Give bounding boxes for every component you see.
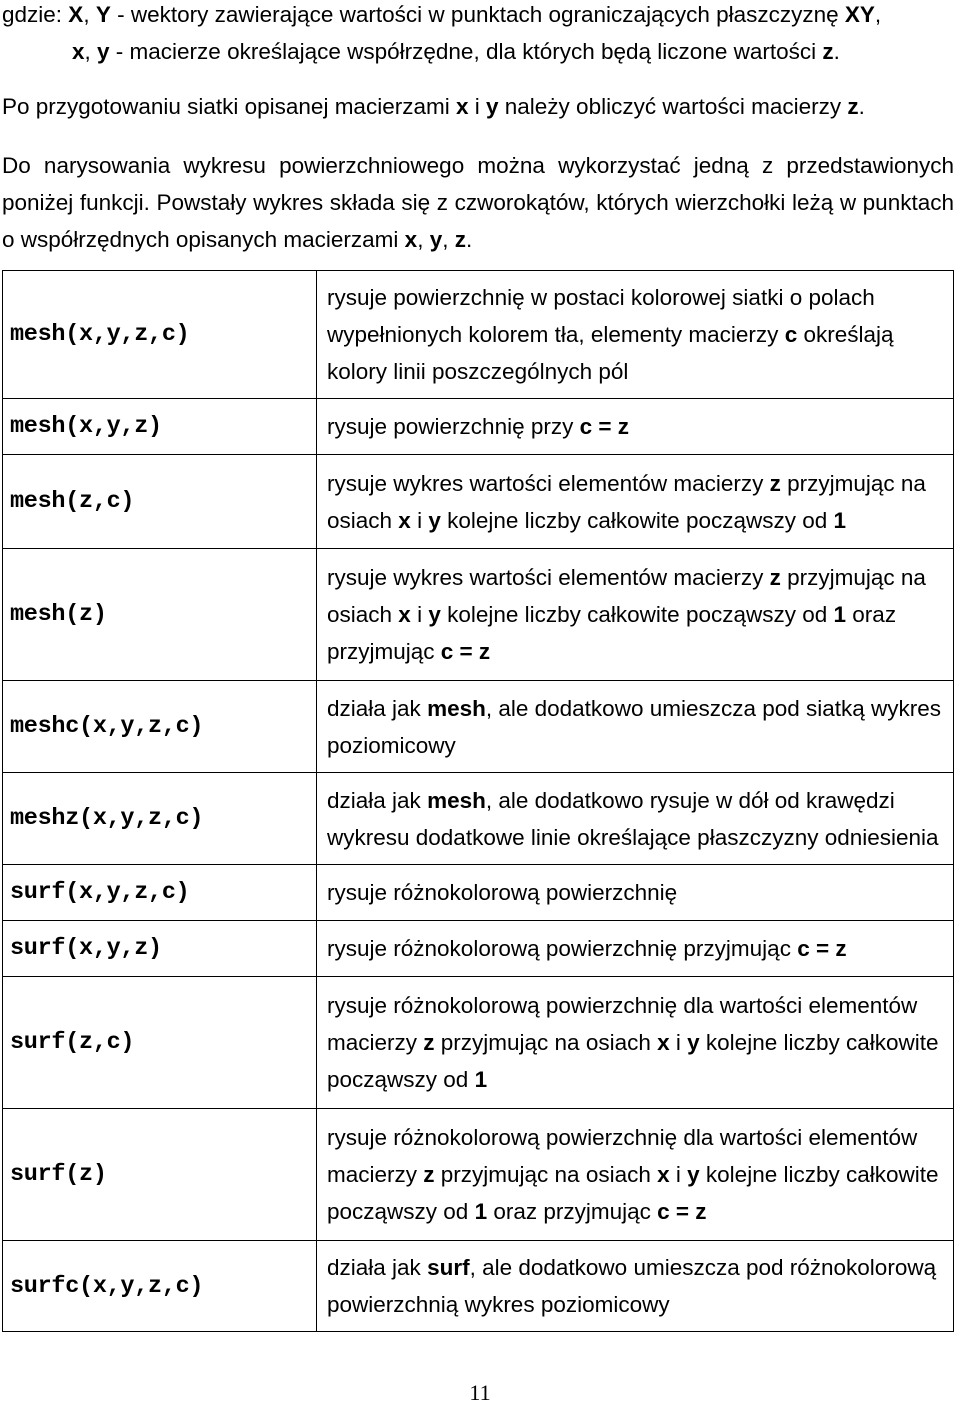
- function-row: [3, 865, 954, 921]
- text-run: y: [486, 94, 499, 119]
- text-run: ,: [442, 227, 455, 252]
- function-signature: surf(z,c): [3, 977, 317, 1109]
- description-run: , ale dodatkowo umieszcza pod siatką wykres poziomicowy: [327, 695, 942, 758]
- function-signature: mesh(z,c): [3, 455, 317, 549]
- description-run: mesh: [427, 787, 486, 813]
- function-signature: meshz(x,y,z,c): [3, 773, 317, 865]
- function-signature: surf(z): [3, 1109, 317, 1241]
- paragraph-grid: [2, 88, 954, 125]
- function-signature: surfc(x,y,z,c): [3, 1241, 317, 1332]
- description-run: x: [657, 1162, 670, 1187]
- description-run: działa jak: [327, 1255, 428, 1280]
- definition-line-xyz: [2, 33, 954, 70]
- description-run: kolejne liczby całkowite począwszy od: [440, 507, 834, 533]
- description-run: przyjmując na osiach: [327, 470, 926, 533]
- description-run: x: [657, 1030, 670, 1055]
- description-run: x: [398, 602, 411, 627]
- definition-line-xy: [2, 0, 954, 33]
- text-run: ,: [417, 227, 430, 252]
- description-run: kolejne liczby całkowite począwszy od: [327, 1030, 939, 1092]
- function-description: [317, 455, 954, 549]
- text-run: .: [858, 94, 865, 119]
- function-row: [3, 773, 954, 865]
- text-run: Y: [95, 2, 111, 27]
- description-run: y: [428, 602, 441, 627]
- function-description: [317, 773, 954, 865]
- text-run: x: [72, 39, 85, 64]
- text-run: i: [468, 94, 486, 119]
- description-run: oraz przyjmując: [327, 602, 897, 664]
- description-run: , ale dodatkowo rysuje w dół od krawędzi wykresu dodatkowe linie określające płaszczyzny odniesienia: [327, 787, 939, 850]
- function-description: [317, 1241, 954, 1332]
- function-signature: meshc(x,y,z,c): [3, 681, 317, 773]
- description-run: z: [423, 1030, 435, 1055]
- description-run: rysuje wykres wartości elementów macierzy: [327, 470, 770, 496]
- description-run: rysuje różnokolorową powierzchnię przyjmując: [327, 936, 798, 961]
- description-run: rysuje wykres wartości elementów macierzy: [327, 565, 770, 590]
- function-description: [317, 549, 954, 681]
- text-run: Po przygotowaniu siatki opisanej macierzami: [2, 94, 456, 119]
- intro-definitions: [2, 0, 954, 70]
- function-signature: mesh(z): [3, 549, 317, 681]
- text-run: Do narysowania wykresu powierzchniowego można wykorzystać jedną z przedstawionych poniżej funkcji. Powstały wykres składa się z czworokątów, których wierzchołki leżą w punktach o współrzędnych opisanych macierzami: [2, 153, 954, 252]
- function-signature: surf(x,y,z,c): [3, 865, 317, 921]
- description-run: i: [410, 602, 429, 627]
- description-run: działa jak: [327, 695, 428, 721]
- function-row: [3, 1109, 954, 1241]
- function-description: [317, 1109, 954, 1241]
- function-signature: mesh(x,y,z,c): [3, 271, 317, 399]
- description-run: , ale dodatkowo umieszcza pod różnokolorową powierzchnią wykres poziomicowy: [327, 1255, 937, 1317]
- text-run: z: [822, 39, 834, 64]
- description-run: rysuje różnokolorową powierzchnię: [327, 880, 678, 905]
- text-run: ,: [83, 2, 96, 27]
- function-description: [317, 977, 954, 1109]
- description-run: działa jak: [327, 787, 428, 813]
- description-run: kolejne liczby całkowite począwszy od: [440, 602, 834, 627]
- description-run: rysuje powierzchnię przy: [327, 414, 580, 439]
- description-run: z: [769, 470, 781, 496]
- paragraph-surface-plot: [2, 147, 954, 258]
- text-run: ,: [874, 2, 882, 27]
- text-run: - macierze określające współrzędne, dla których będą liczone wartości: [109, 39, 823, 64]
- text-run: .: [833, 39, 840, 64]
- function-description: [317, 399, 954, 455]
- description-run: z: [769, 565, 781, 590]
- function-row: [3, 977, 954, 1109]
- text-run: - wektory zawierające wartości w punktach ograniczających płaszczyznę: [110, 2, 845, 27]
- description-run: c = z: [797, 936, 847, 961]
- function-row: [3, 1241, 954, 1332]
- text-run: X: [68, 2, 84, 27]
- function-signature: surf(x,y,z): [3, 921, 317, 977]
- text-run: z: [454, 227, 466, 252]
- description-run: c = z: [440, 639, 491, 664]
- description-run: i: [410, 507, 429, 533]
- description-run: 1: [474, 1067, 488, 1092]
- description-run: surf: [427, 1255, 470, 1280]
- description-run: i: [669, 1030, 688, 1055]
- function-description: [317, 271, 954, 399]
- function-signature: mesh(x,y,z): [3, 399, 317, 455]
- text-run: XY: [844, 2, 875, 27]
- text-run: x: [455, 94, 469, 119]
- text-run: z: [847, 94, 859, 119]
- text-run: y: [429, 227, 443, 252]
- page-number: 11: [469, 1380, 491, 1405]
- text-run: x: [404, 227, 418, 252]
- function-row: [3, 399, 954, 455]
- function-row: [3, 921, 954, 977]
- description-run: 1: [833, 507, 847, 533]
- description-run: rysuje różnokolorową powierzchnię dla wartości elementów macierzy: [327, 1125, 918, 1187]
- function-row: [3, 681, 954, 773]
- function-description: [317, 681, 954, 773]
- description-run: z: [423, 1162, 435, 1187]
- description-run: rysuje różnokolorową powierzchnię dla wartości elementów macierzy: [327, 993, 918, 1055]
- function-row: [3, 549, 954, 681]
- description-run: 1: [833, 602, 847, 627]
- description-run: i: [669, 1162, 688, 1187]
- function-description: [317, 865, 954, 921]
- description-run: 1: [474, 1199, 488, 1224]
- description-run: określają kolory linii poszczególnych pól: [327, 322, 894, 384]
- text-run: ,: [84, 39, 98, 64]
- description-run: y: [428, 507, 441, 533]
- functions-table: [2, 270, 954, 1332]
- function-row: [3, 455, 954, 549]
- description-run: mesh: [427, 695, 486, 721]
- description-run: oraz przyjmując: [487, 1199, 658, 1224]
- description-run: c: [784, 322, 798, 347]
- description-run: przyjmując na osiach: [327, 565, 926, 627]
- description-run: rysuje powierzchnię w postaci kolorowej siatki o polach wypełnionych kolorem tła, elementy macierzy: [327, 285, 875, 347]
- description-run: y: [687, 1030, 700, 1055]
- description-run: x: [398, 507, 411, 533]
- text-run: należy obliczyć wartości macierzy: [498, 94, 848, 119]
- function-row: [3, 271, 954, 399]
- description-run: przyjmując na osiach: [434, 1030, 658, 1055]
- text-run: .: [465, 227, 473, 252]
- text-run: y: [97, 39, 110, 64]
- description-run: c = z: [579, 414, 630, 439]
- text-run: gdzie:: [2, 2, 69, 27]
- function-description: [317, 921, 954, 977]
- description-run: kolejne liczby całkowite począwszy od: [327, 1162, 939, 1224]
- description-run: c = z: [657, 1199, 707, 1224]
- description-run: przyjmując na osiach: [434, 1162, 658, 1187]
- description-run: y: [687, 1162, 700, 1187]
